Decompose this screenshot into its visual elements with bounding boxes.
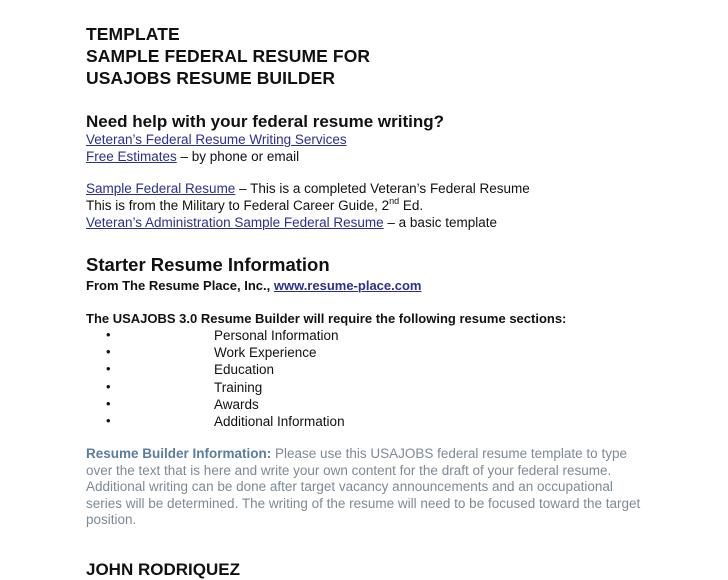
sample-federal-resume-link[interactable]: Sample Federal Resume xyxy=(86,181,236,196)
doc-title-line-1: TEMPLATE xyxy=(86,24,180,44)
section-item: Education xyxy=(214,362,275,377)
builder-info-text: Please use this USAJOBS federal resume template to type over the text that is here and write your own content for the draft of your federal resume. Additional writing can be done after target vacancy announcements and an occupational series will be determined. The writing of the resume will need to be focused toward the target position. xyxy=(86,446,641,527)
doc-title-line-3: USAJOBS RESUME BUILDER xyxy=(86,68,336,88)
va-sample-resume-link[interactable]: Veteran’s Administration Sample Federal Resume xyxy=(86,215,384,230)
from-text: From The Resume Place, Inc., xyxy=(86,278,274,293)
sections-intro: The USAJOBS 3.0 Resume Builder will require the following resume sections: xyxy=(86,311,567,326)
services-line xyxy=(86,131,347,148)
builder-info-label: Resume Builder Information: xyxy=(86,446,272,461)
bullet-icon: • xyxy=(106,344,111,359)
bullet-icon: • xyxy=(106,379,111,394)
section-item: Training xyxy=(214,380,263,395)
bullet-icon: • xyxy=(106,396,111,411)
starter-heading: Starter Resume Information xyxy=(86,254,330,275)
bullet-icon: • xyxy=(106,413,111,428)
builder-info-paragraph xyxy=(86,446,646,529)
veteran-services-link[interactable]: Veteran’s Federal Resume Writing Services xyxy=(86,132,347,147)
va-suffix: – a basic template xyxy=(383,215,497,230)
guide-text: This is from the Military to Federal Career Guide, 2 xyxy=(86,198,390,213)
section-item: Additional Information xyxy=(214,414,345,429)
resume-name: JOHN RODRIQUEZ xyxy=(86,560,240,579)
free-estimates-link[interactable]: Free Estimates xyxy=(86,149,177,164)
bullet-icon: • xyxy=(106,361,111,376)
estimates-suffix: – by phone or email xyxy=(176,149,300,164)
help-heading: Need help with your federal resume writing? xyxy=(86,112,445,131)
estimates-line xyxy=(86,148,299,165)
guide-suffix: Ed. xyxy=(399,198,424,213)
section-item: Work Experience xyxy=(214,345,317,360)
sample-suffix: – This is a completed Veteran’s Federal Resume xyxy=(235,181,530,196)
sample-line xyxy=(86,180,530,197)
resume-place-link[interactable]: www.resume-place.com xyxy=(273,278,422,293)
from-line xyxy=(86,277,421,294)
guide-line xyxy=(86,197,423,214)
va-line xyxy=(86,214,497,231)
guide-sup: nd xyxy=(389,196,400,206)
section-item: Awards xyxy=(214,397,259,412)
section-item: Personal Information xyxy=(214,328,339,343)
doc-title-line-2: SAMPLE FEDERAL RESUME FOR xyxy=(86,46,371,66)
bullet-icon: • xyxy=(106,327,111,342)
